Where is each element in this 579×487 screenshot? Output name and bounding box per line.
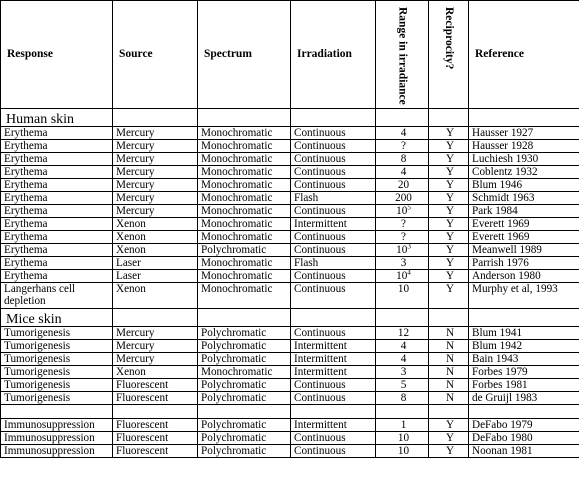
cell-response: Erythema	[1, 243, 113, 256]
cell-spectrum: Monochromatic	[198, 152, 291, 165]
cell-range	[376, 191, 429, 204]
cell-source: Mercury	[113, 165, 198, 178]
cell-reciprocity: Y	[429, 256, 469, 269]
cell-irradiation: Continuous	[291, 139, 376, 152]
range-value: 10	[397, 444, 410, 457]
cell-irradiation: Intermittent	[291, 217, 376, 230]
empty-cell	[113, 404, 198, 418]
table-row	[1, 444, 579, 457]
cell-source: Mercury	[113, 352, 198, 365]
table-row	[1, 152, 579, 165]
empty-cell	[376, 308, 429, 326]
cell-spectrum: Polychromatic	[198, 444, 291, 457]
range-value: 4	[400, 339, 407, 352]
cell-irradiation: Continuous	[291, 378, 376, 391]
cell-source: Mercury	[113, 191, 198, 204]
cell-reference: Coblentz 1932	[469, 165, 579, 178]
table-row	[1, 230, 579, 243]
cell-reference: Noonan 1981	[469, 444, 579, 457]
table-row	[1, 352, 579, 365]
empty-cell	[198, 404, 291, 418]
range-value: 20	[397, 178, 410, 191]
table-body	[1, 108, 579, 457]
cell-reciprocity: Y	[429, 165, 469, 178]
cell-irradiation: Continuous	[291, 269, 376, 282]
table-row	[1, 178, 579, 191]
cell-range	[376, 126, 429, 139]
cell-reciprocity: Y	[429, 243, 469, 256]
cell-range	[376, 204, 429, 217]
cell-source: Fluorescent	[113, 378, 198, 391]
table-row	[1, 269, 579, 282]
empty-cell	[469, 108, 579, 126]
header-reciprocity-cell	[429, 1, 469, 109]
cell-spectrum: Monochromatic	[198, 365, 291, 378]
cell-irradiation: Continuous	[291, 230, 376, 243]
section-title: Human skin	[1, 108, 113, 126]
cell-response: Tumorigenesis	[1, 391, 113, 404]
cell-reference: DeFabo 1980	[469, 431, 579, 444]
range-value: 10	[396, 269, 408, 282]
header-reciprocity: Reciprocity?	[443, 7, 455, 70]
table-row	[1, 165, 579, 178]
cell-spectrum: Polychromatic	[198, 243, 291, 256]
cell-reciprocity: Y	[429, 178, 469, 191]
empty-cell	[113, 108, 198, 126]
range-value: ?	[401, 217, 406, 230]
cell-response: Tumorigenesis	[1, 326, 113, 339]
cell-reciprocity: Y	[429, 152, 469, 165]
range-value: 4	[400, 352, 407, 365]
cell-reference: Forbes 1979	[469, 365, 579, 378]
cell-range	[376, 165, 429, 178]
cell-reciprocity: N	[429, 391, 469, 404]
table-row	[1, 391, 579, 404]
cell-irradiation: Intermittent	[291, 418, 376, 431]
cell-range	[376, 339, 429, 352]
cell-irradiation: Intermittent	[291, 365, 376, 378]
cell-source: Xenon	[113, 217, 198, 230]
cell-irradiation: Continuous	[291, 243, 376, 256]
empty-cell	[198, 108, 291, 126]
header-spectrum: Spectrum	[198, 1, 291, 109]
header-row	[1, 1, 579, 109]
cell-irradiation: Continuous	[291, 126, 376, 139]
cell-spectrum: Monochromatic	[198, 256, 291, 269]
cell-source: Mercury	[113, 339, 198, 352]
cell-response: Immunosuppression	[1, 444, 113, 457]
cell-reciprocity: N	[429, 365, 469, 378]
header-source: Source	[113, 1, 198, 109]
cell-spectrum: Monochromatic	[198, 269, 291, 282]
cell-spectrum: Monochromatic	[198, 282, 291, 308]
table-row	[1, 243, 579, 256]
empty-cell	[469, 308, 579, 326]
cell-source: Mercury	[113, 326, 198, 339]
cell-reference: Anderson 1980	[469, 269, 579, 282]
range-value: 10	[396, 243, 408, 256]
cell-reciprocity: N	[429, 378, 469, 391]
cell-reference: Blum 1946	[469, 178, 579, 191]
cell-source: Fluorescent	[113, 444, 198, 457]
cell-range	[376, 431, 429, 444]
cell-source: Xenon	[113, 230, 198, 243]
cell-reciprocity: Y	[429, 217, 469, 230]
header-reference: Reference	[469, 1, 579, 109]
cell-reciprocity: Y	[429, 191, 469, 204]
empty-cell	[291, 308, 376, 326]
cell-spectrum: Polychromatic	[198, 326, 291, 339]
range-exponent: 3	[407, 243, 411, 251]
cell-response: Immunosuppression	[1, 431, 113, 444]
cell-response: Erythema	[1, 139, 113, 152]
cell-reciprocity: Y	[429, 204, 469, 217]
table-row	[1, 418, 579, 431]
section-title: Mice skin	[1, 308, 113, 326]
cell-range	[376, 139, 429, 152]
cell-reference: Murphy et al, 1993	[469, 282, 579, 308]
table-row	[1, 378, 579, 391]
cell-reciprocity: Y	[429, 431, 469, 444]
cell-source: Mercury	[113, 152, 198, 165]
range-exponent: 5	[407, 204, 411, 212]
cell-irradiation: Flash	[291, 256, 376, 269]
table-row	[1, 365, 579, 378]
cell-reference: Forbes 1981	[469, 378, 579, 391]
cell-reciprocity: N	[429, 326, 469, 339]
empty-cell	[198, 308, 291, 326]
cell-spectrum: Monochromatic	[198, 178, 291, 191]
cell-range	[376, 326, 429, 339]
header-irradiation: Irradiation	[291, 1, 376, 109]
section-header-row	[1, 108, 579, 126]
cell-range	[376, 256, 429, 269]
cell-response: Erythema	[1, 256, 113, 269]
cell-range	[376, 391, 429, 404]
empty-cell	[1, 404, 113, 418]
cell-spectrum: Polychromatic	[198, 352, 291, 365]
cell-reference: Hausser 1928	[469, 139, 579, 152]
cell-irradiation: Continuous	[291, 165, 376, 178]
cell-response: Erythema	[1, 178, 113, 191]
cell-spectrum: Monochromatic	[198, 126, 291, 139]
range-value: 10	[397, 431, 410, 444]
table-row	[1, 256, 579, 269]
cell-spectrum: Monochromatic	[198, 165, 291, 178]
empty-cell	[291, 108, 376, 126]
cell-reference: Luchiesh 1930	[469, 152, 579, 165]
cell-source: Laser	[113, 256, 198, 269]
range-value: 10	[397, 282, 410, 295]
cell-spectrum: Monochromatic	[198, 139, 291, 152]
cell-range	[376, 378, 429, 391]
table-row	[1, 326, 579, 339]
cell-response: Erythema	[1, 217, 113, 230]
cell-source: Fluorescent	[113, 431, 198, 444]
cell-range	[376, 269, 429, 282]
range-exponent: 4	[407, 269, 411, 277]
cell-spectrum: Polychromatic	[198, 378, 291, 391]
cell-response: Tumorigenesis	[1, 352, 113, 365]
cell-reciprocity: Y	[429, 418, 469, 431]
empty-cell	[113, 308, 198, 326]
cell-reference: de Gruijl 1983	[469, 391, 579, 404]
cell-reciprocity: N	[429, 339, 469, 352]
cell-response: Erythema	[1, 126, 113, 139]
cell-source: Fluorescent	[113, 391, 198, 404]
range-value: 4	[400, 165, 407, 178]
cell-response: Erythema	[1, 191, 113, 204]
cell-source: Xenon	[113, 243, 198, 256]
empty-cell	[429, 308, 469, 326]
range-value: 10	[396, 204, 408, 217]
cell-reciprocity: Y	[429, 139, 469, 152]
cell-reference: Blum 1941	[469, 326, 579, 339]
cell-irradiation: Continuous	[291, 282, 376, 308]
header-response: Response	[1, 1, 113, 109]
cell-response: Erythema	[1, 165, 113, 178]
range-value: ?	[401, 139, 406, 152]
cell-reference: Blum 1942	[469, 339, 579, 352]
cell-spectrum: Monochromatic	[198, 217, 291, 230]
cell-irradiation: Continuous	[291, 444, 376, 457]
empty-cell	[469, 404, 579, 418]
table-row	[1, 204, 579, 217]
table-row	[1, 139, 579, 152]
cell-irradiation: Continuous	[291, 391, 376, 404]
cell-response: Erythema	[1, 152, 113, 165]
cell-range	[376, 444, 429, 457]
cell-reference: Schmidt 1963	[469, 191, 579, 204]
range-value: 1	[400, 418, 407, 431]
table-row	[1, 431, 579, 444]
cell-range	[376, 230, 429, 243]
cell-response: Langerhans cell depletion	[1, 282, 113, 308]
cell-reciprocity: Y	[429, 282, 469, 308]
cell-range	[376, 352, 429, 365]
empty-cell	[291, 404, 376, 418]
range-value: 8	[400, 152, 407, 165]
table-row	[1, 339, 579, 352]
range-value: 12	[397, 326, 410, 339]
cell-reciprocity: Y	[429, 126, 469, 139]
cell-source: Xenon	[113, 365, 198, 378]
cell-reference: Meanwell 1989	[469, 243, 579, 256]
header-range-cell	[376, 1, 429, 109]
cell-reference: Everett 1969	[469, 230, 579, 243]
table-row	[1, 217, 579, 230]
cell-response: Tumorigenesis	[1, 365, 113, 378]
header-range: Range in irradiance	[396, 7, 409, 105]
cell-spectrum: Monochromatic	[198, 230, 291, 243]
cell-irradiation: Continuous	[291, 152, 376, 165]
cell-source: Laser	[113, 269, 198, 282]
cell-response: Tumorigenesis	[1, 378, 113, 391]
empty-cell	[376, 404, 429, 418]
cell-range	[376, 178, 429, 191]
range-value: 3	[400, 256, 407, 269]
empty-cell	[429, 404, 469, 418]
empty-cell	[376, 108, 429, 126]
cell-source: Mercury	[113, 139, 198, 152]
cell-irradiation: Continuous	[291, 178, 376, 191]
cell-spectrum: Monochromatic	[198, 204, 291, 217]
range-value: ?	[401, 230, 406, 243]
empty-cell	[429, 108, 469, 126]
cell-reference: DeFabo 1979	[469, 418, 579, 431]
table-row	[1, 282, 579, 308]
cell-irradiation: Intermittent	[291, 339, 376, 352]
cell-response: Immunosuppression	[1, 418, 113, 431]
cell-response: Tumorigenesis	[1, 339, 113, 352]
table-row	[1, 191, 579, 204]
range-value: 4	[400, 126, 407, 139]
cell-response: Erythema	[1, 204, 113, 217]
cell-irradiation: Intermittent	[291, 352, 376, 365]
cell-response: Erythema	[1, 230, 113, 243]
cell-reciprocity: N	[429, 352, 469, 365]
cell-spectrum: Polychromatic	[198, 418, 291, 431]
cell-spectrum: Polychromatic	[198, 339, 291, 352]
cell-reference: Everett 1969	[469, 217, 579, 230]
range-value: 3	[400, 365, 407, 378]
table-row	[1, 126, 579, 139]
cell-reference: Parrish 1976	[469, 256, 579, 269]
cell-source: Mercury	[113, 204, 198, 217]
cell-spectrum: Polychromatic	[198, 431, 291, 444]
cell-reciprocity: Y	[429, 444, 469, 457]
cell-range	[376, 365, 429, 378]
cell-range	[376, 418, 429, 431]
cell-irradiation: Continuous	[291, 431, 376, 444]
cell-range	[376, 217, 429, 230]
cell-source: Mercury	[113, 178, 198, 191]
cell-spectrum: Monochromatic	[198, 191, 291, 204]
cell-irradiation: Continuous	[291, 204, 376, 217]
cell-reciprocity: Y	[429, 230, 469, 243]
range-value: 8	[400, 391, 407, 404]
cell-irradiation: Continuous	[291, 326, 376, 339]
cell-source: Fluorescent	[113, 418, 198, 431]
cell-range	[376, 243, 429, 256]
cell-reciprocity: Y	[429, 269, 469, 282]
cell-source: Xenon	[113, 282, 198, 308]
cell-reference: Hausser 1927	[469, 126, 579, 139]
cell-range	[376, 152, 429, 165]
cell-reference: Bain 1943	[469, 352, 579, 365]
cell-source: Mercury	[113, 126, 198, 139]
cell-range	[376, 282, 429, 308]
cell-response: Erythema	[1, 269, 113, 282]
range-value: 5	[400, 378, 407, 391]
spacer-row	[1, 404, 579, 418]
range-value: 200	[395, 191, 412, 204]
cell-irradiation: Flash	[291, 191, 376, 204]
section-header-row	[1, 308, 579, 326]
cell-spectrum: Polychromatic	[198, 391, 291, 404]
cell-reference: Park 1984	[469, 204, 579, 217]
